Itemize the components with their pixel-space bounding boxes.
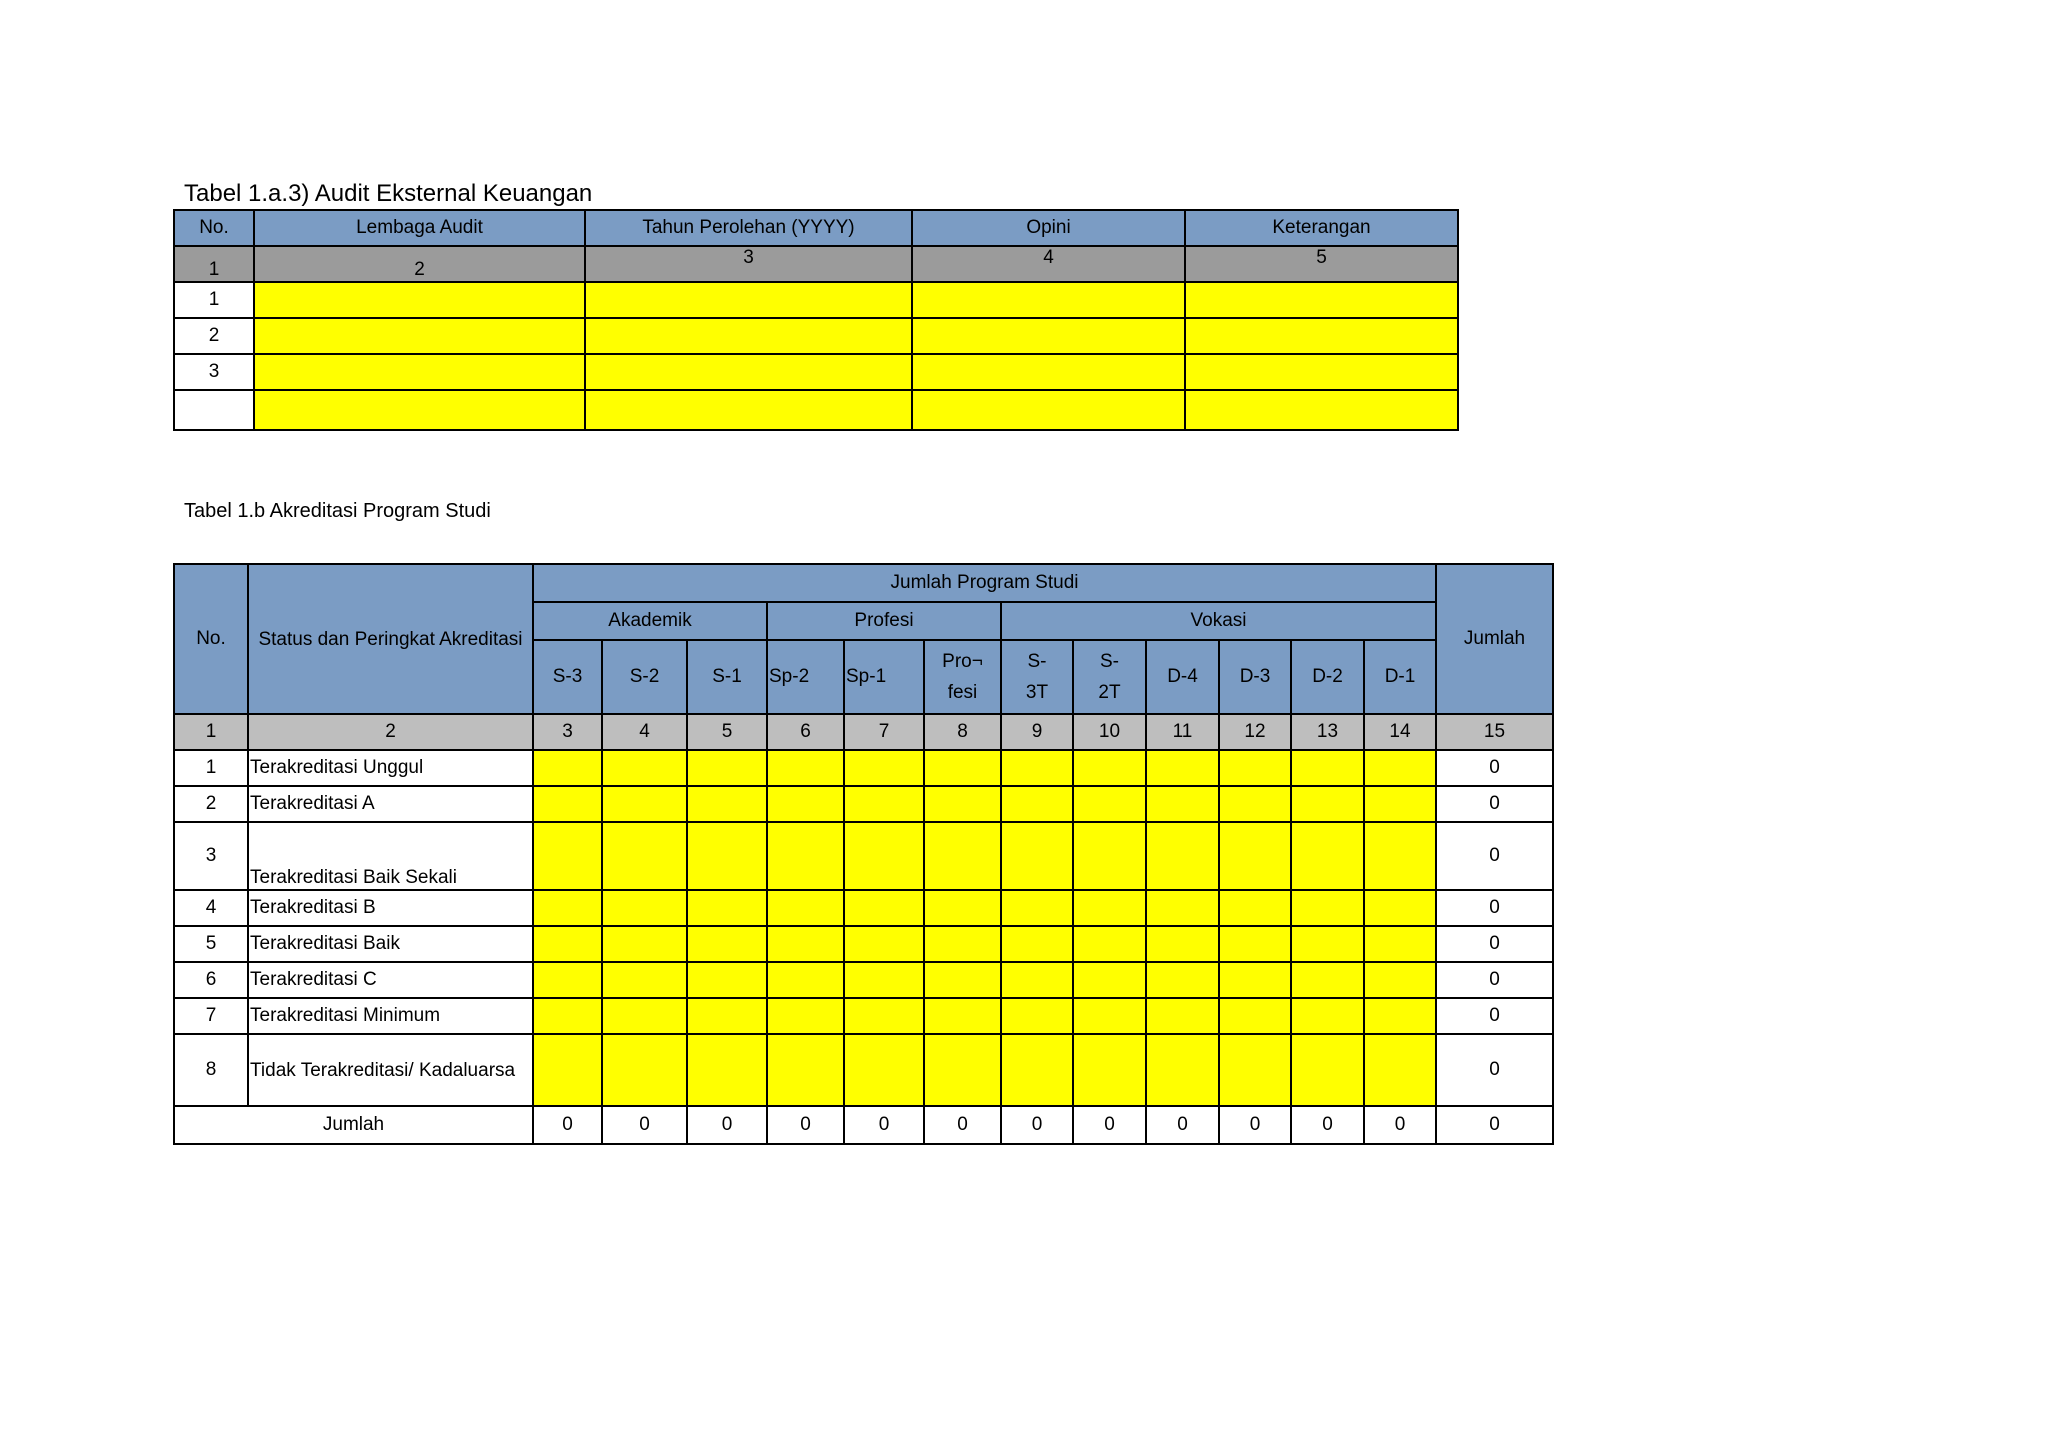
col-number: 4 — [912, 246, 1185, 282]
input-cell[interactable] — [1073, 822, 1146, 890]
input-cell[interactable] — [1291, 750, 1364, 786]
row-total: 0 — [1436, 822, 1553, 890]
input-cell[interactable] — [767, 890, 844, 926]
footer-total: 0 — [1436, 1106, 1553, 1144]
input-cell[interactable] — [844, 786, 924, 822]
input-cell[interactable] — [1146, 998, 1219, 1034]
input-cell[interactable] — [687, 1034, 767, 1106]
input-cell[interactable] — [1001, 998, 1073, 1034]
input-cell[interactable] — [1185, 390, 1458, 430]
input-cell[interactable] — [1219, 926, 1291, 962]
status-label: Terakreditasi B — [248, 890, 533, 926]
row-number: 1 — [174, 282, 254, 318]
input-cell[interactable] — [1185, 282, 1458, 318]
input-cell[interactable] — [924, 962, 1001, 998]
row-total: 0 — [1436, 998, 1553, 1034]
row-number — [174, 390, 254, 430]
status-label: Tidak Terakreditasi/ Kadaluarsa — [248, 1034, 533, 1106]
input-cell[interactable] — [844, 926, 924, 962]
input-cell[interactable] — [687, 750, 767, 786]
header-profesi: Profesi — [767, 602, 1001, 640]
footer-label: Jumlah — [174, 1106, 533, 1144]
input-cell[interactable] — [1073, 998, 1146, 1034]
input-cell[interactable] — [602, 822, 687, 890]
header-vokasi: Vokasi — [1001, 602, 1436, 640]
input-cell[interactable] — [767, 750, 844, 786]
input-cell[interactable] — [1146, 1034, 1219, 1106]
input-cell[interactable] — [533, 750, 602, 786]
table2-title: Tabel 1.b Akreditasi Program Studi — [184, 500, 491, 522]
input-cell[interactable] — [1219, 962, 1291, 998]
header-lembaga-audit: Lembaga Audit — [254, 210, 585, 246]
footer-value: 0 — [1364, 1106, 1436, 1144]
input-cell[interactable] — [1219, 786, 1291, 822]
input-cell[interactable] — [533, 926, 602, 962]
row-number: 8 — [174, 1034, 248, 1106]
table1-header-row — [174, 210, 1458, 246]
input-cell[interactable] — [1364, 750, 1436, 786]
table-row — [174, 962, 1553, 998]
input-cell[interactable] — [1364, 926, 1436, 962]
table-row — [174, 890, 1553, 926]
input-cell[interactable] — [687, 998, 767, 1034]
input-cell[interactable] — [844, 998, 924, 1034]
input-cell[interactable] — [1291, 926, 1364, 962]
table-row — [174, 822, 1553, 890]
input-cell[interactable] — [767, 962, 844, 998]
col-number: 15 — [1436, 714, 1553, 750]
col-number: 5 — [687, 714, 767, 750]
header-status: Status dan Peringkat Akreditasi — [248, 564, 533, 714]
header-d4: D-4 — [1146, 640, 1219, 714]
input-cell[interactable] — [1073, 890, 1146, 926]
row-number: 2 — [174, 318, 254, 354]
header-profesi-col: Pro¬ fesi — [924, 640, 1001, 714]
input-cell[interactable] — [1185, 354, 1458, 390]
input-cell[interactable] — [533, 1034, 602, 1106]
input-cell[interactable] — [1073, 962, 1146, 998]
table-row — [174, 786, 1553, 822]
header-no: No. — [174, 210, 254, 246]
input-cell[interactable] — [585, 390, 912, 430]
input-cell[interactable] — [602, 890, 687, 926]
footer-value: 0 — [533, 1106, 602, 1144]
input-cell[interactable] — [533, 962, 602, 998]
header-no: No. — [174, 564, 248, 714]
table1-title: Tabel 1.a.3) Audit Eksternal Keuangan — [184, 180, 593, 207]
input-cell[interactable] — [1219, 750, 1291, 786]
header-s1: S-1 — [687, 640, 767, 714]
input-cell[interactable] — [533, 786, 602, 822]
input-cell[interactable] — [1364, 1034, 1436, 1106]
input-cell[interactable] — [1364, 786, 1436, 822]
input-cell[interactable] — [602, 926, 687, 962]
input-cell[interactable] — [1146, 822, 1219, 890]
header-s2: S-2 — [602, 640, 687, 714]
row-number: 4 — [174, 890, 248, 926]
row-total: 0 — [1436, 750, 1553, 786]
input-cell[interactable] — [912, 390, 1185, 430]
footer-value: 0 — [602, 1106, 687, 1144]
col-number: 14 — [1364, 714, 1436, 750]
footer-value: 0 — [844, 1106, 924, 1144]
col-number: 1 — [174, 714, 248, 750]
input-cell[interactable] — [1001, 1034, 1073, 1106]
accreditation-table — [173, 563, 1554, 1145]
footer-value: 0 — [1219, 1106, 1291, 1144]
audit-table — [173, 209, 1459, 431]
input-cell[interactable] — [687, 890, 767, 926]
header-d2: D-2 — [1291, 640, 1364, 714]
input-cell[interactable] — [602, 962, 687, 998]
footer-value: 0 — [1146, 1106, 1219, 1144]
input-cell[interactable] — [1001, 822, 1073, 890]
table-row — [174, 998, 1553, 1034]
col-number: 3 — [585, 246, 912, 282]
input-cell[interactable] — [1291, 962, 1364, 998]
header-s3t: S- 3T — [1001, 640, 1073, 714]
input-cell[interactable] — [1364, 998, 1436, 1034]
input-cell[interactable] — [844, 890, 924, 926]
input-cell[interactable] — [1001, 786, 1073, 822]
input-cell[interactable] — [924, 926, 1001, 962]
col-number: 1 — [174, 246, 254, 282]
status-label: Terakreditasi A — [248, 786, 533, 822]
table2-header-row-1 — [174, 564, 1553, 602]
table-row — [174, 318, 1458, 354]
input-cell[interactable] — [1073, 1034, 1146, 1106]
input-cell[interactable] — [1001, 962, 1073, 998]
header-d3: D-3 — [1219, 640, 1291, 714]
header-akademik: Akademik — [533, 602, 767, 640]
input-cell[interactable] — [1073, 750, 1146, 786]
input-cell[interactable] — [912, 354, 1185, 390]
col-number: 10 — [1073, 714, 1146, 750]
input-cell[interactable] — [767, 998, 844, 1034]
input-cell[interactable] — [767, 1034, 844, 1106]
header-s3: S-3 — [533, 640, 602, 714]
input-cell[interactable] — [687, 926, 767, 962]
input-cell[interactable] — [1291, 1034, 1364, 1106]
input-cell[interactable] — [1219, 890, 1291, 926]
input-cell[interactable] — [1291, 998, 1364, 1034]
input-cell[interactable] — [1185, 318, 1458, 354]
footer-value: 0 — [1001, 1106, 1073, 1144]
row-number: 6 — [174, 962, 248, 998]
table-row — [174, 354, 1458, 390]
input-cell[interactable] — [254, 390, 585, 430]
input-cell[interactable] — [533, 998, 602, 1034]
input-cell[interactable] — [254, 354, 585, 390]
footer-value: 0 — [687, 1106, 767, 1144]
input-cell[interactable] — [1364, 822, 1436, 890]
table-row — [174, 282, 1458, 318]
status-label: Terakreditasi Baik Sekali — [248, 822, 533, 890]
input-cell[interactable] — [1146, 786, 1219, 822]
col-number: 2 — [254, 246, 585, 282]
input-cell[interactable] — [602, 750, 687, 786]
input-cell[interactable] — [924, 822, 1001, 890]
row-number: 1 — [174, 750, 248, 786]
header-jumlah: Jumlah — [1436, 564, 1553, 714]
input-cell[interactable] — [1364, 890, 1436, 926]
status-label: Terakreditasi C — [248, 962, 533, 998]
footer-value: 0 — [767, 1106, 844, 1144]
input-cell[interactable] — [767, 926, 844, 962]
header-sp2: Sp-2 — [767, 640, 844, 714]
input-cell[interactable] — [844, 962, 924, 998]
footer-value: 0 — [924, 1106, 1001, 1144]
input-cell[interactable] — [1291, 822, 1364, 890]
input-cell[interactable] — [602, 1034, 687, 1106]
input-cell[interactable] — [585, 282, 912, 318]
col-number: 5 — [1185, 246, 1458, 282]
header-d1: D-1 — [1364, 640, 1436, 714]
input-cell[interactable] — [912, 318, 1185, 354]
input-cell[interactable] — [924, 786, 1001, 822]
input-cell[interactable] — [687, 962, 767, 998]
table1-number-row — [174, 246, 1458, 282]
col-number: 2 — [248, 714, 533, 750]
row-total: 0 — [1436, 926, 1553, 962]
col-number: 11 — [1146, 714, 1219, 750]
status-label: Terakreditasi Baik — [248, 926, 533, 962]
col-number: 3 — [533, 714, 602, 750]
table2-footer-row — [174, 1106, 1553, 1144]
input-cell[interactable] — [1146, 962, 1219, 998]
col-number: 12 — [1219, 714, 1291, 750]
row-number: 7 — [174, 998, 248, 1034]
input-cell[interactable] — [602, 786, 687, 822]
row-number: 3 — [174, 822, 248, 890]
input-cell[interactable] — [844, 1034, 924, 1106]
header-opini: Opini — [912, 210, 1185, 246]
input-cell[interactable] — [687, 786, 767, 822]
input-cell[interactable] — [844, 822, 924, 890]
header-keterangan: Keterangan — [1185, 210, 1458, 246]
col-number: 8 — [924, 714, 1001, 750]
input-cell[interactable] — [533, 822, 602, 890]
input-cell[interactable] — [687, 822, 767, 890]
input-cell[interactable] — [924, 1034, 1001, 1106]
input-cell[interactable] — [585, 354, 912, 390]
row-number: 5 — [174, 926, 248, 962]
table-row — [174, 750, 1553, 786]
col-number: 7 — [844, 714, 924, 750]
table-row — [174, 1034, 1553, 1106]
status-label: Terakreditasi Unggul — [248, 750, 533, 786]
input-cell[interactable] — [767, 822, 844, 890]
header-tahun-perolehan: Tahun Perolehan (YYYY) — [585, 210, 912, 246]
col-number: 4 — [602, 714, 687, 750]
input-cell[interactable] — [1146, 926, 1219, 962]
input-cell[interactable] — [924, 890, 1001, 926]
header-sp1: Sp-1 — [844, 640, 924, 714]
input-cell[interactable] — [254, 318, 585, 354]
col-number: 9 — [1001, 714, 1073, 750]
row-total: 0 — [1436, 1034, 1553, 1106]
col-number: 13 — [1291, 714, 1364, 750]
table-row — [174, 926, 1553, 962]
header-jumlah-program-studi: Jumlah Program Studi — [533, 564, 1436, 602]
input-cell[interactable] — [1146, 750, 1219, 786]
input-cell[interactable] — [1073, 926, 1146, 962]
input-cell[interactable] — [533, 890, 602, 926]
input-cell[interactable] — [844, 750, 924, 786]
input-cell[interactable] — [1146, 890, 1219, 926]
input-cell[interactable] — [1291, 890, 1364, 926]
input-cell[interactable] — [767, 786, 844, 822]
input-cell[interactable] — [912, 282, 1185, 318]
input-cell[interactable] — [1219, 998, 1291, 1034]
table-row — [174, 390, 1458, 430]
status-label: Terakreditasi Minimum — [248, 998, 533, 1034]
footer-value: 0 — [1291, 1106, 1364, 1144]
input-cell[interactable] — [1291, 786, 1364, 822]
input-cell[interactable] — [254, 282, 585, 318]
input-cell[interactable] — [924, 998, 1001, 1034]
input-cell[interactable] — [1364, 962, 1436, 998]
input-cell[interactable] — [602, 998, 687, 1034]
input-cell[interactable] — [1219, 1034, 1291, 1106]
input-cell[interactable] — [1001, 890, 1073, 926]
row-number: 2 — [174, 786, 248, 822]
footer-value: 0 — [1073, 1106, 1146, 1144]
input-cell[interactable] — [1073, 786, 1146, 822]
row-total: 0 — [1436, 890, 1553, 926]
input-cell[interactable] — [924, 750, 1001, 786]
input-cell[interactable] — [1001, 926, 1073, 962]
col-number: 6 — [767, 714, 844, 750]
table2-number-row — [174, 714, 1553, 750]
input-cell[interactable] — [585, 318, 912, 354]
row-total: 0 — [1436, 786, 1553, 822]
row-number: 3 — [174, 354, 254, 390]
header-s2t: S- 2T — [1073, 640, 1146, 714]
row-total: 0 — [1436, 962, 1553, 998]
input-cell[interactable] — [1219, 822, 1291, 890]
input-cell[interactable] — [1001, 750, 1073, 786]
